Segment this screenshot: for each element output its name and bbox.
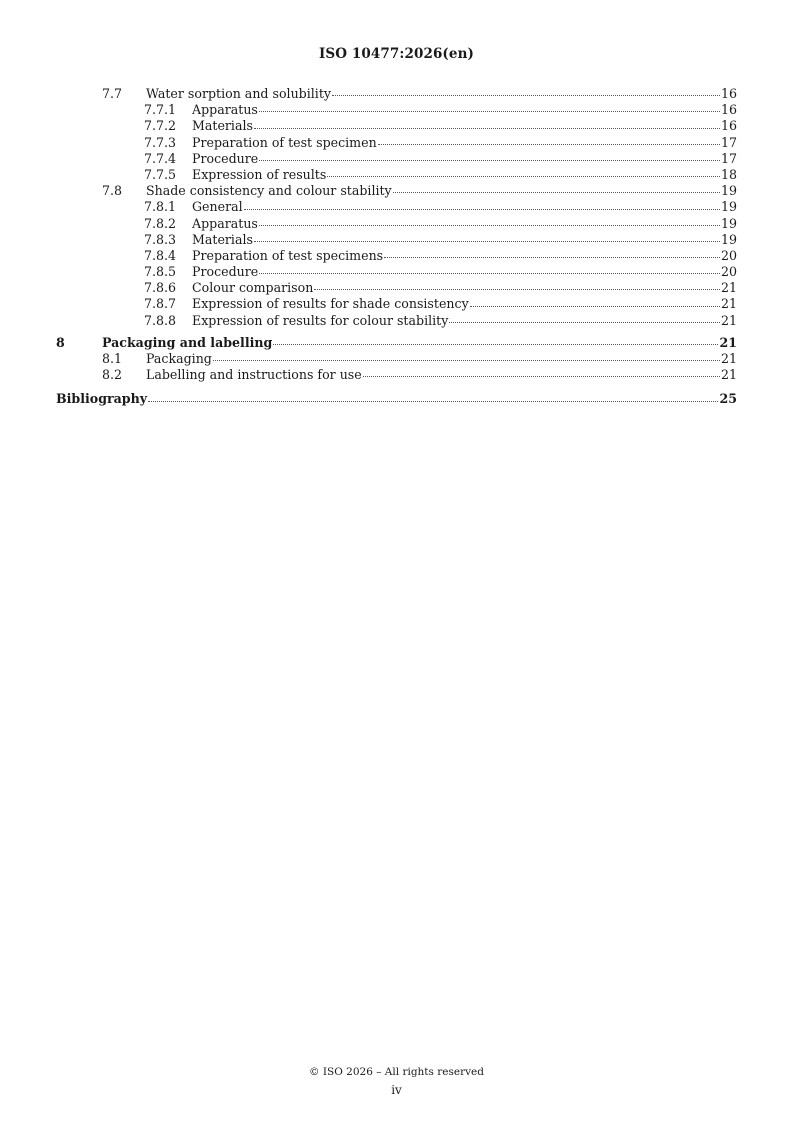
toc-dot-leader	[259, 273, 720, 274]
toc-dot-leader	[273, 344, 718, 345]
toc-entry-title: Materials	[192, 231, 253, 247]
toc-dot-leader	[332, 95, 720, 96]
toc-entry-number: 7.8.7	[144, 296, 177, 312]
toc-entry-title: Expression of results for colour stability	[192, 312, 449, 328]
toc-entry-page: 19	[720, 215, 737, 231]
toc-dot-leader	[363, 376, 720, 377]
toc-entry-number: 7.8.4	[144, 247, 177, 263]
toc-dot-leader	[393, 192, 720, 193]
toc-entry-title: Shade consistency and colour stability	[146, 183, 392, 199]
toc-entry-page: 20	[720, 247, 737, 263]
footer-page-number: iv	[391, 1083, 402, 1097]
toc-dot-leader	[384, 257, 720, 258]
toc-dot-leader	[254, 128, 720, 129]
toc-entry-number: 7.7.5	[144, 166, 177, 182]
toc-dot-leader	[314, 289, 720, 290]
toc-entry-number: 7.8.5	[144, 264, 177, 280]
toc-entry-page: 17	[720, 134, 737, 150]
toc-entry[interactable]	[56, 102, 737, 118]
toc-entry-title: Preparation of test specimen	[192, 134, 377, 150]
toc-entry-title: Expression of results	[192, 166, 327, 182]
toc-entry-page: 16	[720, 86, 737, 101]
toc-entry[interactable]	[56, 280, 737, 296]
toc-entry-number: 7.7.4	[144, 150, 177, 166]
toc-entry-number: 7.8.3	[144, 231, 177, 247]
toc-entry-page: 16	[720, 118, 737, 134]
toc-dot-leader	[259, 225, 720, 226]
toc-entry[interactable]	[56, 248, 737, 264]
toc-dot-leader	[259, 111, 720, 112]
toc-dot-leader	[378, 144, 720, 145]
toc-entry[interactable]	[56, 118, 737, 134]
toc-entry-title: Materials	[192, 118, 253, 134]
toc-entry-page: 19	[720, 183, 737, 199]
toc-entry[interactable]	[56, 167, 737, 183]
toc-entry[interactable]	[56, 351, 737, 367]
toc-entry[interactable]	[56, 232, 737, 248]
toc-entry[interactable]	[56, 86, 737, 102]
document-header-title: ISO 10477:2026(en)	[318, 46, 475, 62]
toc-entry[interactable]	[56, 313, 737, 329]
toc-entry[interactable]	[56, 135, 737, 151]
toc-entry[interactable]	[56, 264, 737, 280]
toc-entry[interactable]	[56, 183, 737, 199]
toc-dot-leader	[148, 401, 718, 402]
toc-entry[interactable]	[56, 391, 737, 407]
toc-entry-number: 7.8.8	[144, 312, 177, 328]
toc-entry-number: 7.7	[102, 86, 123, 101]
toc-entry-page: 21	[720, 351, 737, 366]
toc-entry-page: 25	[719, 391, 737, 407]
toc-entry[interactable]	[56, 367, 737, 383]
toc-dot-leader	[449, 322, 720, 323]
toc-entry-page: 21	[720, 367, 737, 383]
toc-dot-leader	[213, 360, 720, 361]
toc-entry-page: 21	[720, 296, 737, 312]
toc-entry-page: 19	[720, 231, 737, 247]
toc-entry-title: General	[192, 199, 243, 215]
toc-entry-page: 21	[720, 280, 737, 296]
toc-entry-title: Labelling and instructions for use	[146, 367, 362, 383]
toc-entry[interactable]	[56, 199, 737, 215]
toc-dot-leader	[244, 209, 720, 210]
toc-entry-title: Expression of results for shade consistency	[192, 296, 469, 312]
toc-entry-number: 8.1	[102, 351, 123, 366]
toc-entry-title: Colour comparison	[192, 280, 314, 296]
toc-entry-title: Packaging	[146, 351, 212, 366]
toc-entry-number: 8	[56, 334, 65, 350]
toc-dot-leader	[259, 160, 720, 161]
toc-entry-number: 7.7.1	[144, 102, 177, 118]
toc-entry-title: Apparatus	[192, 215, 258, 231]
toc-entry-number: 7.8	[102, 183, 123, 199]
toc-entry-page: 21	[719, 334, 737, 350]
toc-entry-page: 16	[720, 102, 737, 118]
toc-entry[interactable]	[56, 296, 737, 312]
toc-entry-number: 7.7.3	[144, 134, 177, 150]
toc-entry-title: Apparatus	[192, 102, 258, 118]
toc-entry-page: 17	[720, 150, 737, 166]
toc-entry-number: 7.7.2	[144, 118, 177, 134]
footer-copyright: © ISO 2026 – All rights reserved	[309, 1066, 484, 1078]
toc-entry-title: Procedure	[192, 150, 259, 166]
toc-entry-page: 18	[720, 166, 737, 182]
toc-entry-page: 21	[720, 312, 737, 328]
toc-entry-title: Packaging and labelling	[102, 334, 273, 350]
toc-entry-title: Water sorption and solubility	[146, 86, 331, 101]
toc-dot-leader	[470, 306, 720, 307]
toc-entry-number: 7.8.6	[144, 280, 177, 296]
toc-entry-number: 7.8.2	[144, 215, 177, 231]
toc-entry[interactable]	[56, 216, 737, 232]
toc-dot-leader	[254, 241, 720, 242]
toc-entry-page: 20	[720, 264, 737, 280]
toc-entry-page: 19	[720, 199, 737, 215]
table-of-contents	[56, 86, 737, 408]
toc-entry[interactable]	[56, 335, 737, 351]
toc-entry-title: Bibliography	[56, 391, 148, 407]
toc-entry[interactable]	[56, 151, 737, 167]
toc-entry-title: Procedure	[192, 264, 259, 280]
toc-entry-number: 8.2	[102, 367, 123, 383]
toc-entry-number: 7.8.1	[144, 199, 177, 215]
toc-entry-title: Preparation of test specimens	[192, 247, 384, 263]
toc-dot-leader	[327, 176, 720, 177]
